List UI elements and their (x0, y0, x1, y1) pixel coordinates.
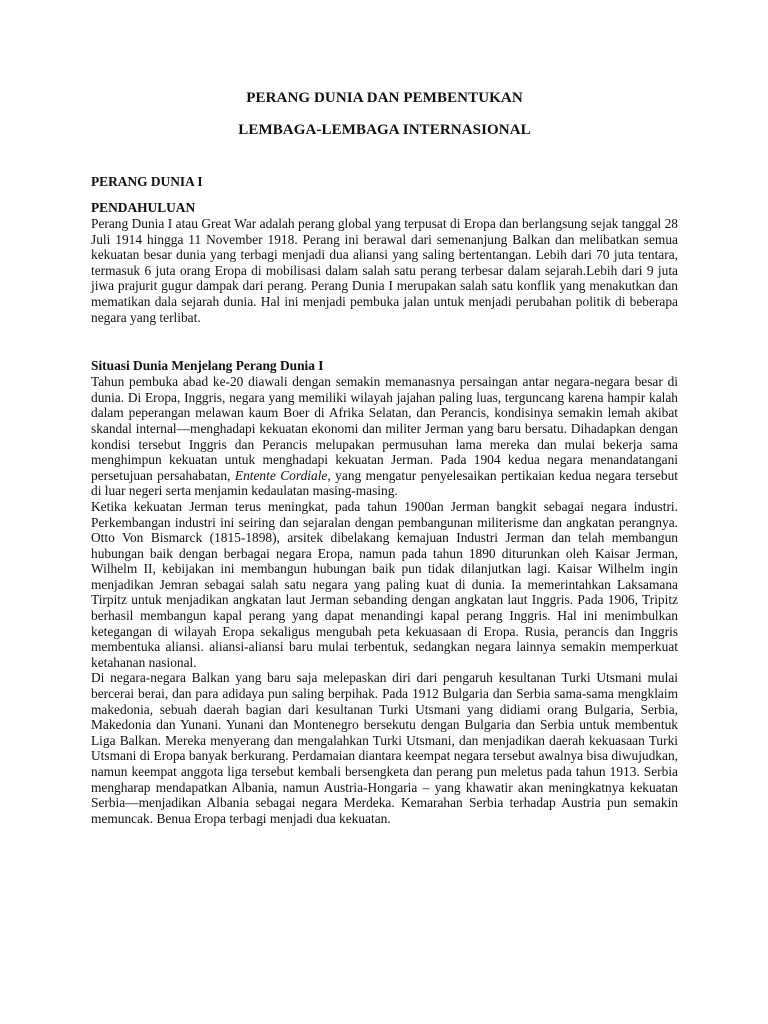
section-heading-situasi-dunia: Situasi Dunia Menjelang Perang Dunia I (91, 358, 324, 374)
document-title-line-1: PERANG DUNIA DAN PEMBENTUKAN (246, 90, 523, 106)
paragraph-balkan-states: Di negara-negara Balkan yang baru saja melepaskan diri dari pengaruh kesultanan Turki Utsmani mulai bercerai berai, dan para adidaya pun saling berpihak. Pada 1912 Bulgaria dan Serbia sama-sama mengklaim makedonia, sebuah daerah bagian dari kesultanan Turki Utsmani yang didiami orang Bulgaria, Serbia, Makedonia dan Yunani. Yunani dan Montenegro bersekutu dengan Bulgaria dan Serbia untuk membentuk Liga Balkan. Mereka menyerang dan mengalahkan Turki Utsmani, dan menjadikan daerah kekuasaan Turki Utsmani di Eropa banyak berkurang. Perdamaian diantara keempat negara tersebut awalnya bisa diwujudkan, namun keempat anggota liga tersebut kembali bersengketa dan perang pun meletus pada tahun 1913. Serbia mengharap mendapatkan Albania, namun Austria-Hongaria – yang khawatir akan meningkatnya kekuatan Serbia—menjadikan Albania sebagai negara Merdeka. Kemarahan Serbia terhadap Austria pun semakin memuncak. Benua Eropa terbagi menjadi dua kekuatan. (91, 670, 678, 826)
paragraph-early-20th-century (91, 374, 678, 499)
document-page (91, 88, 678, 826)
section-heading-perang-dunia-i: PERANG DUNIA I (91, 174, 203, 189)
paragraph-text-part-1: Tahun pembuka abad ke-20 diawali dengan semakin memanasnya persaingan antar negara-negara besar di dunia. Di Eropa, Inggris, negara yang memiliki wilayah jajahan paling luas, terguncang karena hampir kalah dalam peperangan melawan kaum Boer di Afrika Selatan, dan Perancis, kondisinya semakin lemah akibat skandal internal—menghadapi kekuatan ekonomi dan militer Jerman yang baru bersatu. Dihadapkan dengan kondisi tersebut Inggris dan Perancis melupakan permusuhan lama mereka dan mulai bekerja sama menghimpun kekuatan untuk menghadapi kekuatan Jerman. Pada 1904 kedua negara menandatangani persetujuan persahabatan, (91, 374, 678, 483)
entente-cordiale-italic: Entente Cordiale, (234, 467, 331, 483)
subheading-pendahuluan: PENDAHULUAN (91, 200, 196, 215)
paragraph-german-power: Ketika kekuatan Jerman terus meningkat, pada tahun 1900an Jerman bangkit sebagai negara industri. Perkembangan industri ini seiring dan sejaralan dengan pembangunan militerisme dan angkatan perangnya. Otto Von Bismarck (1815-1898), arsitek dibelakang kemajuan Industri Jerman dan telah membangun hubungan baik dengan berbagai negara Eropa, namun pada tahun 1890 diturunkan oleh Kaisar Jerman, Wilhelm II, kebijakan ini membangun hubungan baik pun tidak dilanjutkan lagi. Kaisar Wilhelm ingin menjadikan Jemran sebagai salah satu negara yang paling kuat di dunia. Ia memerintahkan Laksamana Tirpitz untuk menjadikan angkatan laut Jerman sebanding dengan angkatan laut Inggris. Pada 1906, Tripitz berhasil membangun kapal perang yang dapat menandingi kapal perang Inggris. Hal ini menimbulkan ketegangan di wilayah Eropa sekaligus mengubah peta kekuasaan di Eropa. Rusia, perancis dan Inggris membentuka aliansi. aliansi-aliansi baru mulai terbentuk, sedangkan negara lainnya semakin memperkuat ketahanan nasional. (91, 498, 678, 670)
paragraph-text-part-2: yang mengatur penyelesaikan pertikaian kedua negara tersebut di luar negeri serta menjamin kedaulatan masing-masing. (91, 467, 678, 499)
document-title-line-2: LEMBAGA-LEMBAGA INTERNASIONAL (238, 122, 531, 138)
paragraph-introduction: Perang Dunia I atau Great War adalah perang global yang terpusat di Eropa dan berlangsung sejak tanggal 28 Juli 1914 hingga 11 November 1918. Perang ini berawal dari semenanjung Balkan dan melibatkan semua kekuatan besar dunia yang terbagi menjadi dua aliansi yang saling bertentangan. Lebih dari 70 juta tentara, termasuk 6 juta orang Eropa di mobilisasi dalam salah satu perang terbesar dalam sejarah.Lebih dari 9 juta jiwa prajurit gugur dampak dari perang. Perang Dunia I merupakan salah satu konflik yang menakutkan dan mematikan dala sejarah dunia. Hal ini menjadi pembuka jalan untuk menjadi perubahan politik di beberapa negara yang terlibat. (91, 216, 678, 325)
